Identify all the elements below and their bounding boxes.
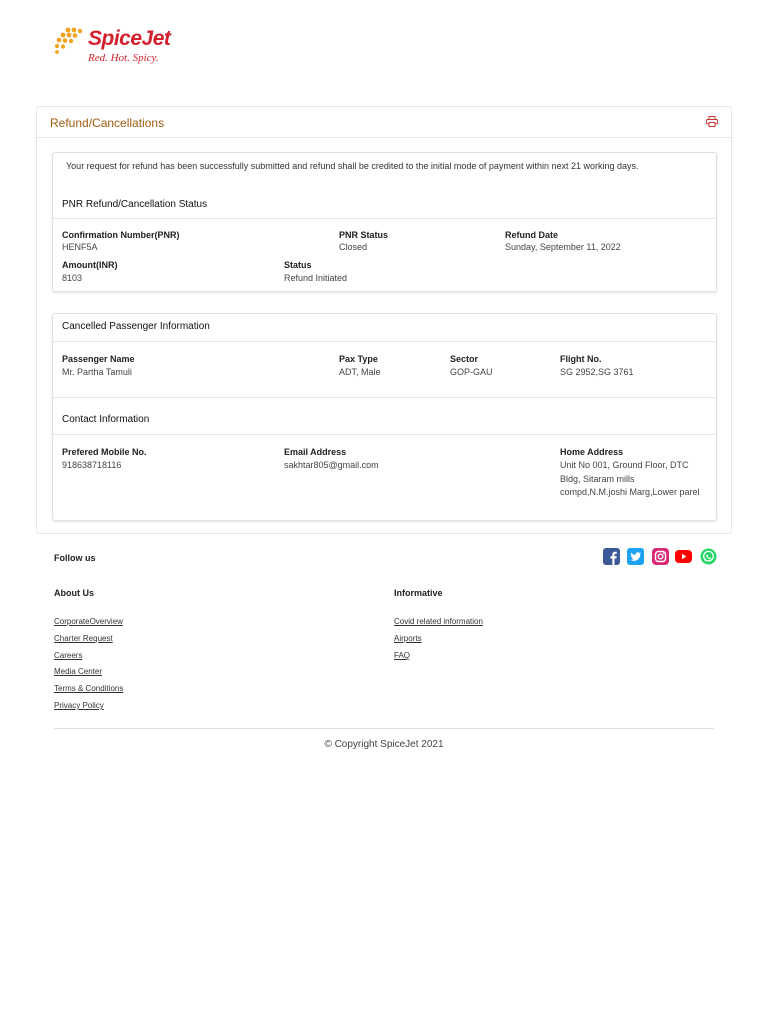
- footer-divider: [54, 728, 714, 729]
- about-us-title: About Us: [54, 588, 94, 598]
- email-label: Email Address: [284, 447, 347, 457]
- passenger-title: Cancelled Passenger Information: [62, 321, 210, 332]
- logo-wordmark: SpiceJet: [88, 27, 171, 50]
- flight-no-value: SG 2952,SG 3761: [560, 367, 634, 377]
- refund-date-value: Sunday, September 11, 2022: [505, 242, 621, 252]
- footer-link-terms[interactable]: Terms & Conditions: [54, 684, 124, 693]
- instagram-icon[interactable]: [652, 548, 669, 565]
- page-title: Refund/Cancellations: [50, 116, 165, 130]
- refund-date-label: Refund Date: [505, 230, 559, 240]
- passenger-box: [52, 313, 717, 521]
- youtube-icon[interactable]: [675, 548, 692, 565]
- pax-type-value: ADT, Male: [339, 367, 381, 377]
- card-header: [37, 107, 731, 138]
- address-value: Unit No 001, Ground Floor, DTC Bldg, Sitaram mills compd,N.M.joshi Marg,Lower parel: [560, 460, 700, 497]
- copyright-text: © Copyright SpiceJet 2021: [324, 739, 444, 750]
- divider: [53, 397, 716, 398]
- informative-title: Informative: [394, 588, 443, 598]
- pnr-status-title: PNR Refund/Cancellation Status: [62, 199, 208, 210]
- status-label: Status: [284, 260, 312, 270]
- footer-link-charter-request[interactable]: Charter Request: [54, 634, 113, 643]
- passenger-name-value: Mr. Partha Tamuli: [62, 367, 132, 377]
- spicejet-logo-mark: [52, 26, 88, 56]
- amount-label: Amount(INR): [62, 260, 118, 270]
- pax-type-label: Pax Type: [339, 354, 378, 364]
- footer-link-privacy[interactable]: Privacy Policy: [54, 701, 104, 710]
- flight-no-label: Flight No.: [560, 354, 602, 364]
- address-label: Home Address: [560, 447, 624, 457]
- whatsapp-icon[interactable]: [700, 548, 717, 565]
- printer-icon[interactable]: [706, 116, 718, 127]
- logo-tagline: Red. Hot. Spicy.: [88, 52, 159, 64]
- mobile-label: Prefered Mobile No.: [62, 447, 147, 457]
- confirmation-label: Confirmation Number(PNR): [62, 230, 180, 240]
- facebook-icon[interactable]: [603, 548, 620, 565]
- confirmation-value: HENF5A: [62, 242, 98, 252]
- footer-link-media-center[interactable]: Media Center: [54, 667, 103, 676]
- status-value: Refund Initiated: [284, 273, 348, 283]
- footer-link-airports[interactable]: Airports: [394, 634, 422, 643]
- contact-title: Contact Information: [62, 414, 150, 425]
- pnr-status-value: Closed: [339, 242, 368, 252]
- pnr-status-box: [52, 152, 717, 292]
- mobile-value: 918638718116: [62, 460, 122, 470]
- divider: [53, 434, 716, 435]
- footer-link-covid[interactable]: Covid related information: [394, 617, 483, 626]
- footer-link-corporate-overview[interactable]: CorporateOverview: [54, 617, 123, 626]
- twitter-icon[interactable]: [627, 548, 644, 565]
- follow-us-label: Follow us: [54, 553, 96, 563]
- amount-value: 8103: [62, 273, 83, 283]
- passenger-name-label: Passenger Name: [62, 354, 135, 364]
- refund-message: Your request for refund has been successfully submitted and refund shall be credited to the initial mode of payment within next 21 working days.: [66, 161, 639, 171]
- divider: [53, 341, 716, 342]
- refund-card: [36, 106, 732, 534]
- sector-value: GOP-GAU: [450, 367, 493, 377]
- spicejet-logo[interactable]: [52, 26, 171, 72]
- sector-label: Sector: [450, 354, 479, 364]
- pnr-status-label: PNR Status: [339, 230, 389, 240]
- email-value: sakhtar805@gmail.com: [284, 460, 379, 470]
- footer-link-faq[interactable]: FAQ: [394, 651, 411, 660]
- footer-link-careers[interactable]: Careers: [54, 651, 83, 660]
- divider: [53, 218, 716, 219]
